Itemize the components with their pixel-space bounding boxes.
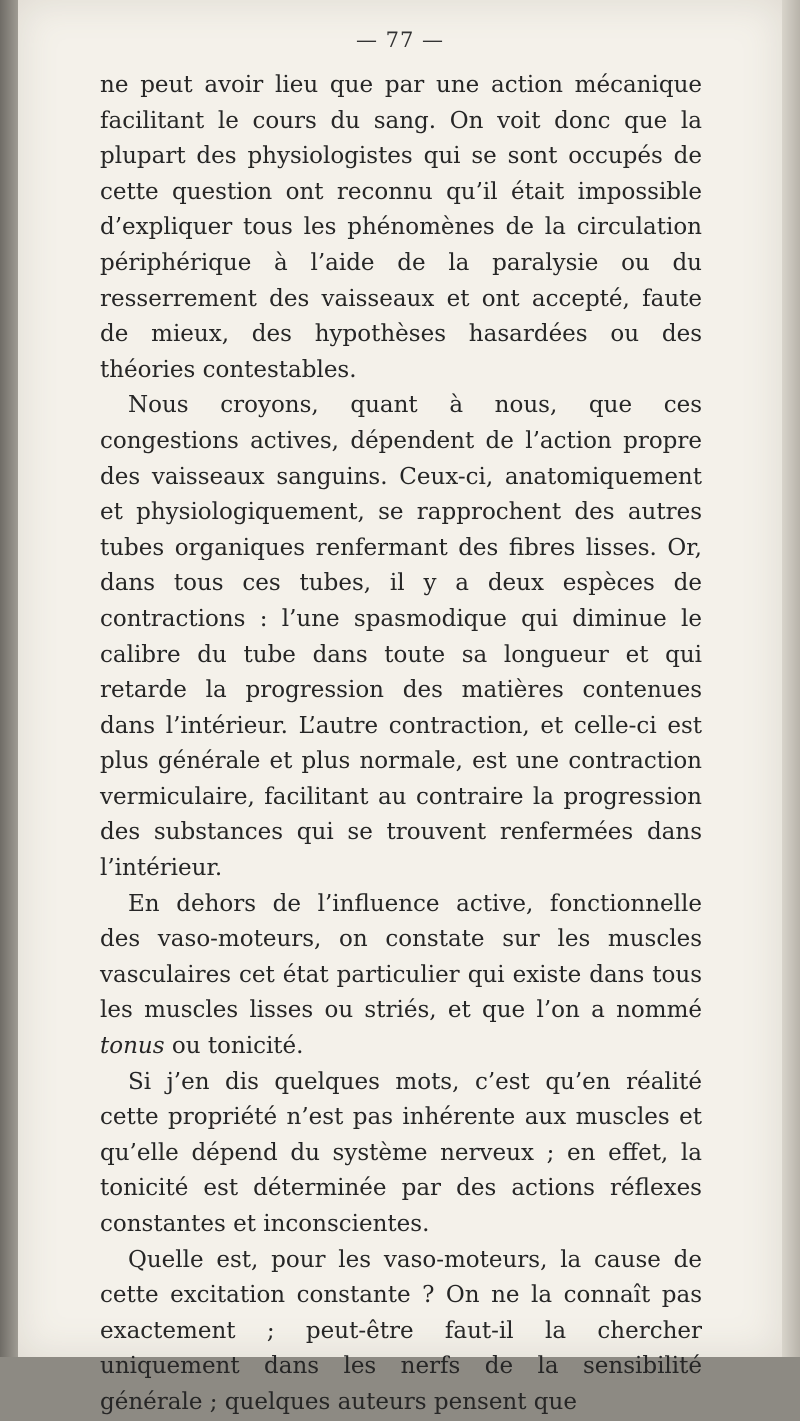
page-text	[100, 68, 702, 1421]
paragraph-3-text-after: ou tonicité.	[164, 1033, 304, 1060]
paragraph-1: ne peut avoir lieu que par une action mécanique facilitant le cours du sang. On voit donc que la plupart des physiologistes qui se sont occupés de cette question ont reconnu qu’il était impossible d’expliquer tous les phénomènes de la circulation périphérique à l’aide de la paralysie ou du resserrement des vaisseaux et ont accepté, faute de mieux, des hypothèses hasardées ou des théories contestables.	[100, 72, 702, 383]
scan-right-margin	[782, 0, 800, 1357]
paragraph-2: Nous croyons, quant à nous, que ces congestions actives, dépendent de l’action propre des vaisseaux sanguins. Ceux-ci, anatomiquement et physiologiquement, se rapprochent des autres tubes organiques renfermant des fibres lisses. Or, dans tous ces tubes, il y a deux espèces de contractions : l’une spasmodique qui diminue le calibre du tube dans toute sa longueur et qui retarde la progression des matières contenues dans l’intérieur. L’autre contraction, et celle-ci est plus générale et plus normale, est une contraction vermiculaire, facilitant au contraire la progression des substances qui se trouvent renfermées dans l’intérieur.	[100, 392, 702, 882]
paragraph-3	[100, 887, 702, 1065]
paragraph-4: Si j’en dis quelques mots, c’est qu’en réalité cette propriété n’est pas inhérente aux muscles et qu’elle dépend du système nerveux ; en effet, la tonicité est déterminée par des actions réflexes constantes et inconscientes.	[100, 1068, 702, 1237]
paragraph-3-text-before: En dehors de l’influence active, fonctionnelle des vaso-moteurs, on constate sur les muscles vasculaires cet état particulier qui existe dans tous les muscles lisses ou striés, et que l’on a nommé	[100, 890, 702, 1024]
scan-left-margin	[0, 0, 18, 1357]
paragraph-5: Quelle est, pour les vaso-moteurs, la cause de cette excitation constante ? On ne la connaît pas exactement ; peut-être faut-il la chercher uniquement dans les nerfs de la sensibilité générale ; quelques auteurs pensent que	[100, 1246, 702, 1415]
book-page	[18, 0, 782, 1415]
tonus-italic-term: tonus	[100, 1033, 165, 1060]
page-number: — 77 —	[355, 28, 445, 52]
